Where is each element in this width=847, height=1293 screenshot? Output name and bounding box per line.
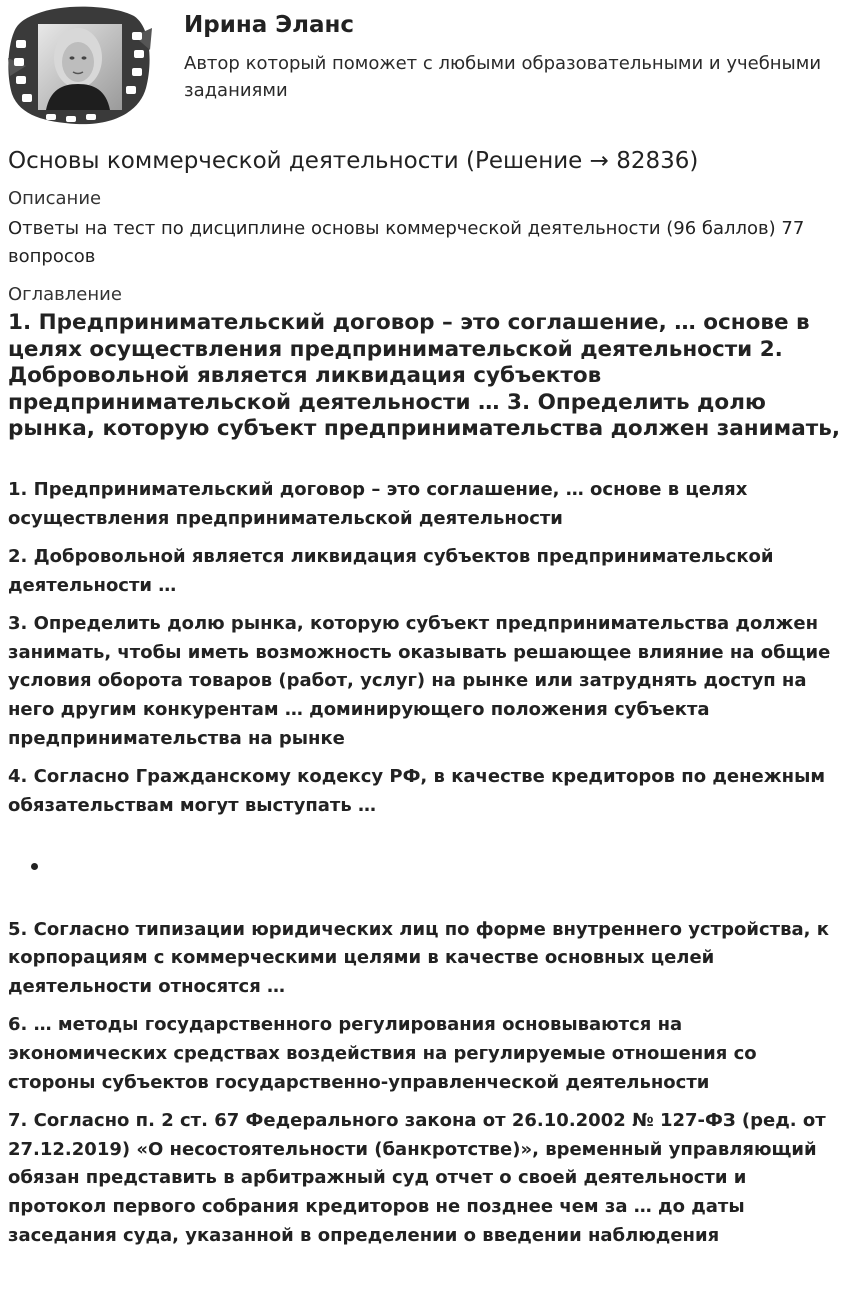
- bullet-icon: [31, 863, 38, 870]
- page-title: Основы коммерческой деятельности (Решение → 82836): [8, 148, 699, 174]
- toc-heading: Оглавление: [8, 284, 122, 305]
- empty-answer-list: [8, 830, 840, 916]
- description-text: Ответы на тест по дисциплине основы коммерческой деятельности (96 баллов) 77 вопросов: [8, 218, 805, 267]
- question-item: 5. Согласно типизации юридических лиц по форме внутреннего устройства, к корпорациям с коммерческими целями в качестве основных целей деятельности относятся …: [8, 918, 829, 998]
- question-item: 3. Определить долю рынка, которую субъект предпринимательства должен занимать, чтобы иметь возможность оказывать решающее влияние на общие условия оборота товаров (работ, услуг) на рынке или затруднять доступ на него другим конкурентам … доминирующего положения субъекта предпринимательства на рынке: [8, 612, 831, 749]
- author-description: Автор который поможет с любыми образовательными и учебными заданиями: [184, 53, 822, 101]
- author-name: Ирина Эланс: [184, 12, 355, 38]
- question-item: 6. … методы государственного регулирования основываются на экономических средствах воздействия на регулируемые отношения со стороны субъектов государственно-управленческой деятельности: [8, 1014, 757, 1093]
- question-item: 4. Согласно Гражданскому кодексу РФ, в качестве кредиторов по денежным обязательствам могут выступать …: [8, 765, 826, 816]
- question-item: 1. Предпринимательский договор – это соглашение, … основе в целях осуществления предпринимательской деятельности: [8, 479, 748, 529]
- author-header: [0, 0, 847, 135]
- question-item: 7. Согласно п. 2 ст. 67 Федерального закона от 26.10.2002 № 127-ФЗ (ред. от 27.12.2019) «О несостоятельности (банкротстве)», временный управляющий обязан представить в арбитражный суд отчет о своей деятельности и протокол первого собрания кредиторов не позднее чем за … до даты заседания суда, указанной в определении о введении наблюдения: [8, 1109, 826, 1246]
- question-list: [8, 476, 840, 1250]
- description-heading: Описание: [8, 188, 102, 209]
- question-item: 2. Добровольной является ликвидация субъектов предпринимательской деятельности …: [8, 545, 774, 596]
- toc-text: 1. Предпринимательский договор – это соглашение, … основе в целях осуществления предпринимательской деятельности 2. Добровольной является ликвидация субъектов предпринимательской деятельности … 3. Определить долю рынка, которую субъект предпринимательства должен занимать,: [8, 310, 840, 441]
- film-strip-portrait-icon: [6, 6, 152, 128]
- avatar: [6, 6, 152, 128]
